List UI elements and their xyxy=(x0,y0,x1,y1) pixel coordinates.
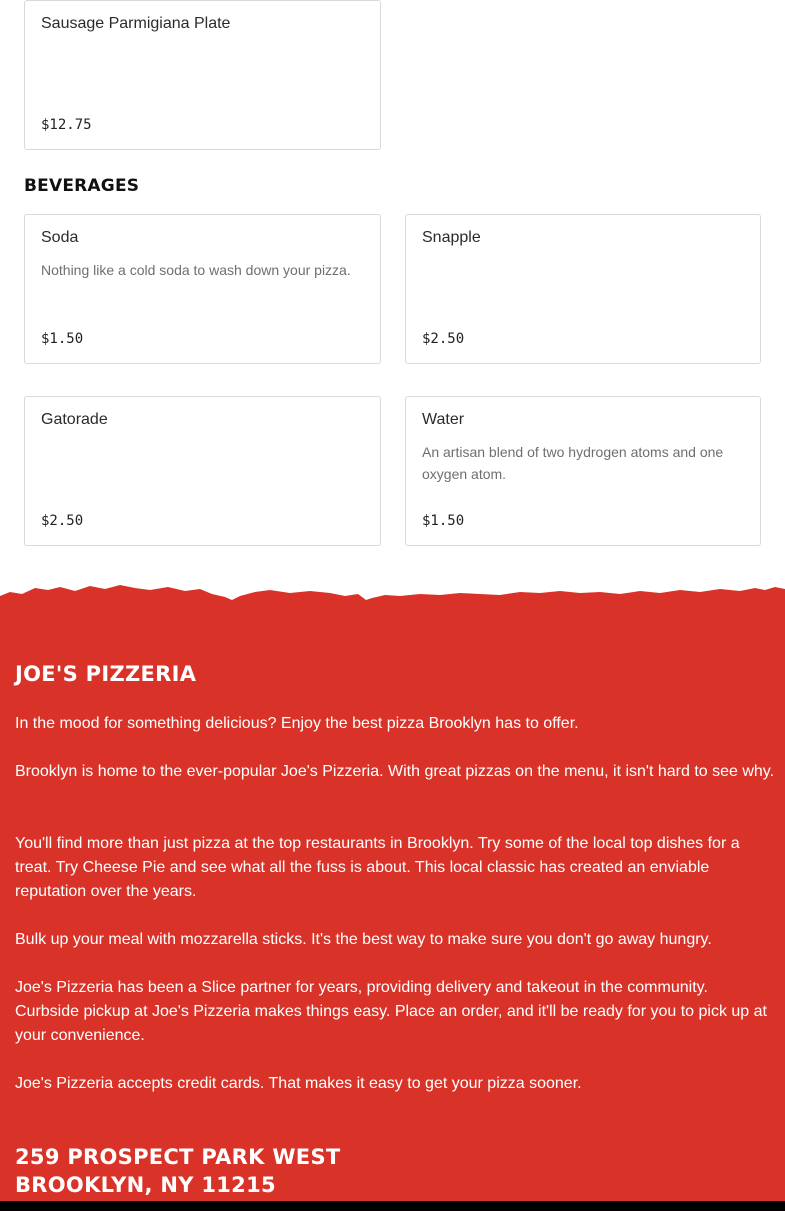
menu-item-description: Nothing like a cold soda to wash down your pizza. xyxy=(41,262,351,278)
menu-item-card[interactable] xyxy=(24,0,381,150)
section-title-beverages: BEVERAGES xyxy=(24,176,140,196)
footer-paragraph: Joe's Pizzeria has been a Slice partner for years, providing delivery and takeout in the community. Curbside pickup at Joe's Pizzeria makes things easy. Place an order, and it'll be ready for you to pick up at your convenience. xyxy=(15,979,767,1044)
footer-paragraph: Joe's Pizzeria accepts credit cards. That makes it easy to get your pizza sooner. xyxy=(15,1075,582,1092)
footer-paragraph: In the mood for something delicious? Enjoy the best pizza Brooklyn has to offer. xyxy=(15,715,579,732)
menu-item-price: $12.75 xyxy=(41,117,92,133)
menu-item-card-water[interactable] xyxy=(405,396,761,546)
menu-item-name: Water xyxy=(422,411,465,428)
footer-paragraph: You'll find more than just pizza at the top restaurants in Brooklyn. Try some of the local top dishes for a treat. Try Cheese Pie and see what all the fuss is about. This local classic has created an enviable reputation over the years. xyxy=(15,835,740,900)
menu-item-price: $2.50 xyxy=(422,331,465,347)
menu-item-name: Sausage Parmigiana Plate xyxy=(41,15,231,32)
bottom-bar xyxy=(0,1201,785,1211)
footer-brand-title: JOE'S PIZZERIA xyxy=(15,662,197,686)
footer-content xyxy=(0,602,785,1211)
footer-paragraph: Bulk up your meal with mozzarella sticks. It's the best way to make sure you don't go away hungry. xyxy=(15,931,712,948)
footer-address-line2: BROOKLYN, NY 11215 xyxy=(15,1173,276,1197)
menu-item-price: $1.50 xyxy=(41,331,84,347)
footer xyxy=(0,582,785,1211)
menu-item-name: Snapple xyxy=(422,229,481,246)
menu-item-name: Soda xyxy=(41,229,79,246)
menu-item-name: Gatorade xyxy=(41,411,108,428)
menu-item-description: An artisan blend of two hydrogen atoms and one oxygen atom. xyxy=(422,444,724,482)
menu-item-card-gatorade[interactable] xyxy=(24,396,381,546)
footer-address-line1: 259 PROSPECT PARK WEST xyxy=(15,1145,341,1169)
footer-paragraph: Brooklyn is home to the ever-popular Joe's Pizzeria. With great pizzas on the menu, it isn't hard to see why. xyxy=(15,763,775,780)
menu-item-price: $1.50 xyxy=(422,513,465,529)
menu-item-card-snapple[interactable] xyxy=(405,214,761,364)
menu-item-price: $2.50 xyxy=(41,513,84,529)
menu-item-card-soda[interactable] xyxy=(24,214,381,364)
